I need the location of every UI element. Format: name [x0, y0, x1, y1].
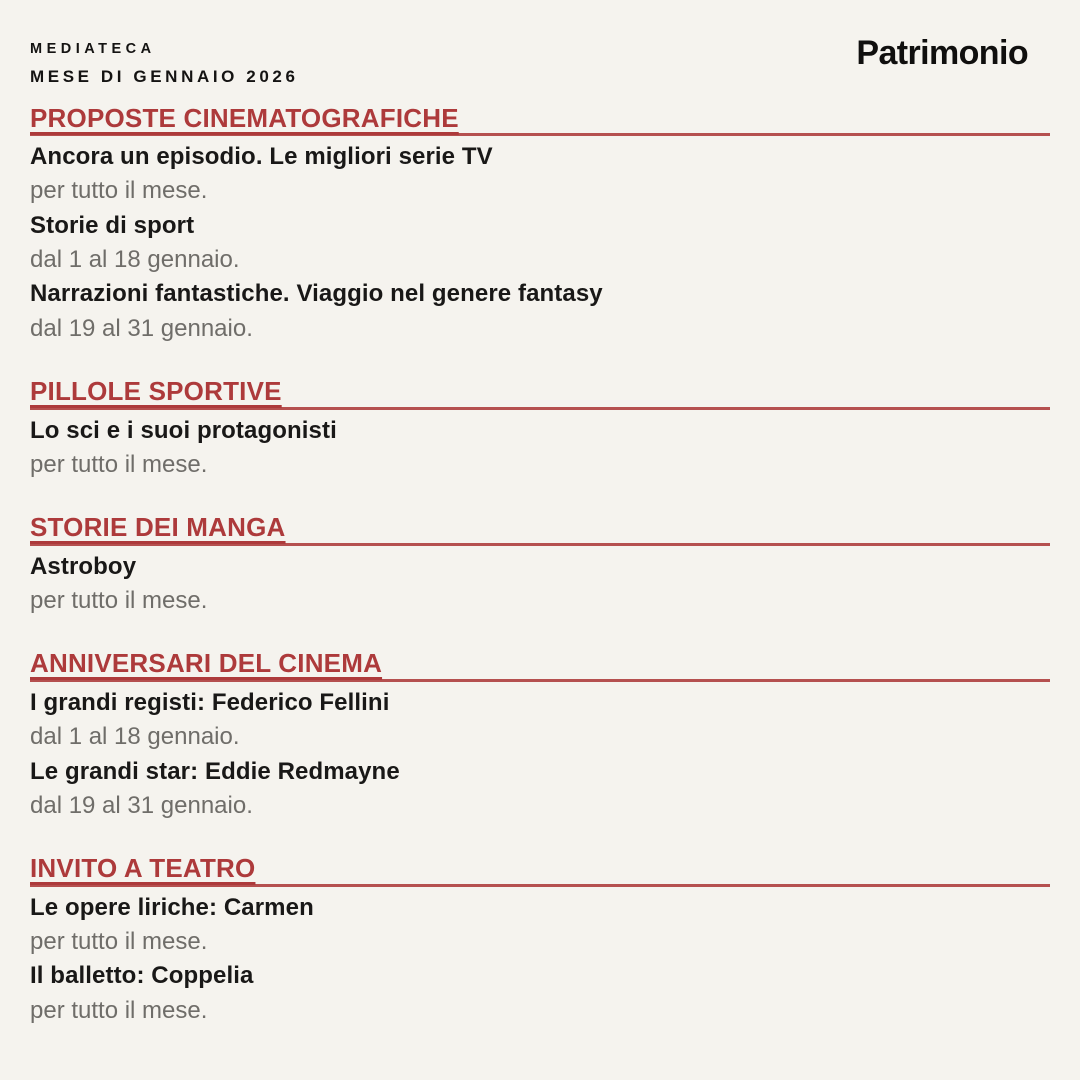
- item-title: Il balletto: Coppelia: [30, 962, 254, 990]
- section-items: [30, 891, 1050, 1029]
- brand-logo: Patrimonio: [856, 34, 1028, 72]
- section-anniversari-del-cinema: [30, 650, 1050, 823]
- section-title: STORIE DEI MANGA: [30, 512, 286, 543]
- section-proposte-cinematografiche: [30, 102, 1050, 347]
- item-title: I grandi registi: Federico Fellini: [30, 688, 390, 716]
- item-title: Le grandi star: Eddie Redmayne: [30, 757, 400, 785]
- section-title: INVITO A TEATRO: [30, 853, 256, 884]
- item-title: Astroboy: [30, 552, 137, 580]
- item-period: per tutto il mese.: [30, 587, 208, 615]
- section-items: [30, 140, 1050, 346]
- section-title: PROPOSTE CINEMATOGRAFICHE: [30, 102, 459, 133]
- section-heading-rule: [30, 102, 1050, 136]
- section-storie-dei-manga: [30, 514, 1050, 618]
- section-invito-a-teatro: [30, 855, 1050, 1028]
- section-heading-rule: [30, 378, 1050, 409]
- section-items: [30, 686, 1050, 824]
- section-pillole-sportive: [30, 378, 1050, 482]
- item-period: dal 1 al 18 gennaio.: [30, 723, 240, 751]
- item-period: dal 19 al 31 gennaio.: [30, 791, 253, 819]
- item-period: per tutto il mese.: [30, 996, 208, 1024]
- section-items: [30, 414, 1050, 483]
- section-heading-rule: [30, 514, 1050, 545]
- item-period: per tutto il mese.: [30, 450, 208, 478]
- item-period: per tutto il mese.: [30, 928, 208, 956]
- item-title: Le opere liriche: Carmen: [30, 893, 314, 921]
- item-title: Ancora un episodio. Le migliori serie TV: [30, 142, 493, 170]
- section-items: [30, 550, 1050, 619]
- section-heading-rule: [30, 650, 1050, 681]
- header-month-title: MESE DI GENNAIO 2026: [30, 66, 299, 86]
- header-kicker: MEDIATECA: [30, 41, 156, 57]
- section-title: ANNIVERSARI DEL CINEMA: [30, 648, 383, 679]
- item-title: Storie di sport: [30, 211, 195, 239]
- section-heading-rule: [30, 855, 1050, 886]
- item-title: Lo sci e i suoi protagonisti: [30, 416, 337, 444]
- item-period: dal 1 al 18 gennaio.: [30, 246, 240, 274]
- item-period: per tutto il mese.: [30, 177, 208, 205]
- item-period: dal 19 al 31 gennaio.: [30, 314, 253, 342]
- item-title: Narrazioni fantastiche. Viaggio nel genere fantasy: [30, 280, 603, 308]
- section-title: PILLOLE SPORTIVE: [30, 376, 282, 407]
